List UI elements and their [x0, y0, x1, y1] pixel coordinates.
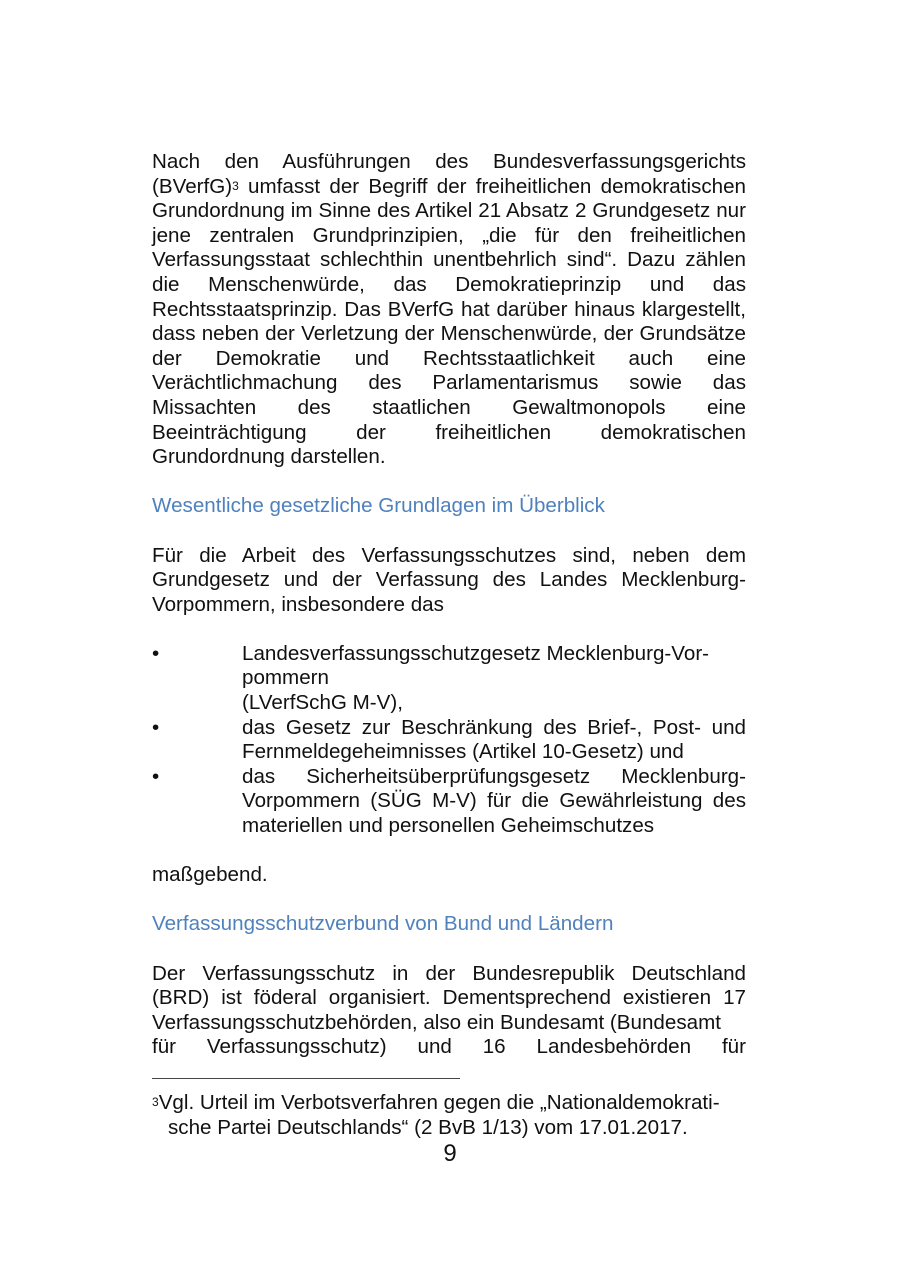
footnote-marker: 3 — [152, 1095, 159, 1109]
intro-text-rest: umfasst der Begriff der freiheitlichen demokratischen Grundordnung im Sinne des Artikel 21 Absatz 2 Grundgesetz nur jene zentralen Grundprinzipien, „die für den freiheitlichen Verfassungsstaat schlechthin unentbehrlich sind“. Dazu zählen die Menschenwürde, das Demokratieprinzip und das Rechtsstaatsprinzip. Das BVerfG hat darüber hinaus klargestellt, dass neben der Verletzung der Menschenwürde, der Grundsätze der Demokratie und Rechtsstaatlichkeit auch eine Verächtlichmachung des Parlamentarismus sowie das Missachten des staatlichen Gewaltmonopols eine Beeinträchtigung der freiheitlichen demokratischen Grundordnung darstellen. — [152, 174, 746, 469]
footnote-line1: Vgl. Urteil im Verbotsverfahren gegen die „Nationaldemokrati- — [158, 1091, 720, 1114]
legal-basis-closing: maßgebend. — [152, 863, 268, 887]
list-item-text — [242, 642, 746, 716]
bullet-icon: • — [152, 641, 160, 665]
footnote-separator — [152, 1078, 460, 1079]
bullet-icon: • — [152, 764, 160, 788]
page-body — [152, 150, 746, 1060]
federation-paragraph-last-line: für Verfassungsschutz) und 16 Landesbehörden für — [152, 1035, 746, 1059]
federation-paragraph: Der Verfassungsschutz in der Bundesrepublik Deutschland (BRD) ist föderal organisiert. Dementsprechend existieren 17 Verfassungsschutzbehörden, also ein Bundesamt (Bundesamt — [152, 961, 746, 1034]
list-item — [152, 716, 746, 765]
list-item-line: pommern — [242, 666, 329, 690]
footnote — [152, 1091, 752, 1140]
page-number: 9 — [443, 1140, 457, 1167]
list-item — [152, 642, 746, 716]
laws-list — [152, 642, 746, 839]
list-item-text: das Gesetz zur Beschränkung des Brief-, Post- und Fernmeldegeheimnisses (Artikel 10-Gesetz) und — [242, 715, 746, 764]
list-item-line: (LVerfSchG M-V), — [242, 691, 403, 715]
list-item — [152, 765, 746, 839]
footnote-text-line2: sche Partei Deutschlands“ (2 BvB 1/13) vom 17.01.2017. — [168, 1115, 688, 1139]
intro-paragraph — [152, 150, 746, 470]
list-item-line: Landesverfassungsschutzgesetz Mecklenburg-Vor- — [242, 641, 710, 665]
intro-text-start: Nach den Ausführungen des Bundesverfassungsgerichts (BVerfG) — [152, 150, 746, 198]
section-heading-legal-basis: Wesentliche gesetzliche Grundlagen im Überblick — [152, 494, 605, 518]
section-heading-federation: Verfassungsschutzverbund von Bund und Ländern — [152, 912, 614, 936]
legal-basis-lead: Für die Arbeit des Verfassungsschutzes sind, neben dem Grundgesetz und der Verfassung des Landes Mecklenburg-Vorpommern, insbesondere das — [152, 543, 746, 616]
list-item-text: das Sicherheitsüberprüfungsgesetz Mecklenburg-Vorpommern (SÜG M-V) für die Gewährleistung des materiellen und personellen Geheimschutzes — [242, 764, 746, 838]
footnote-reference[interactable]: 3 — [232, 178, 239, 193]
bullet-icon: • — [152, 715, 160, 739]
footnote-text-line1 — [152, 1091, 720, 1114]
